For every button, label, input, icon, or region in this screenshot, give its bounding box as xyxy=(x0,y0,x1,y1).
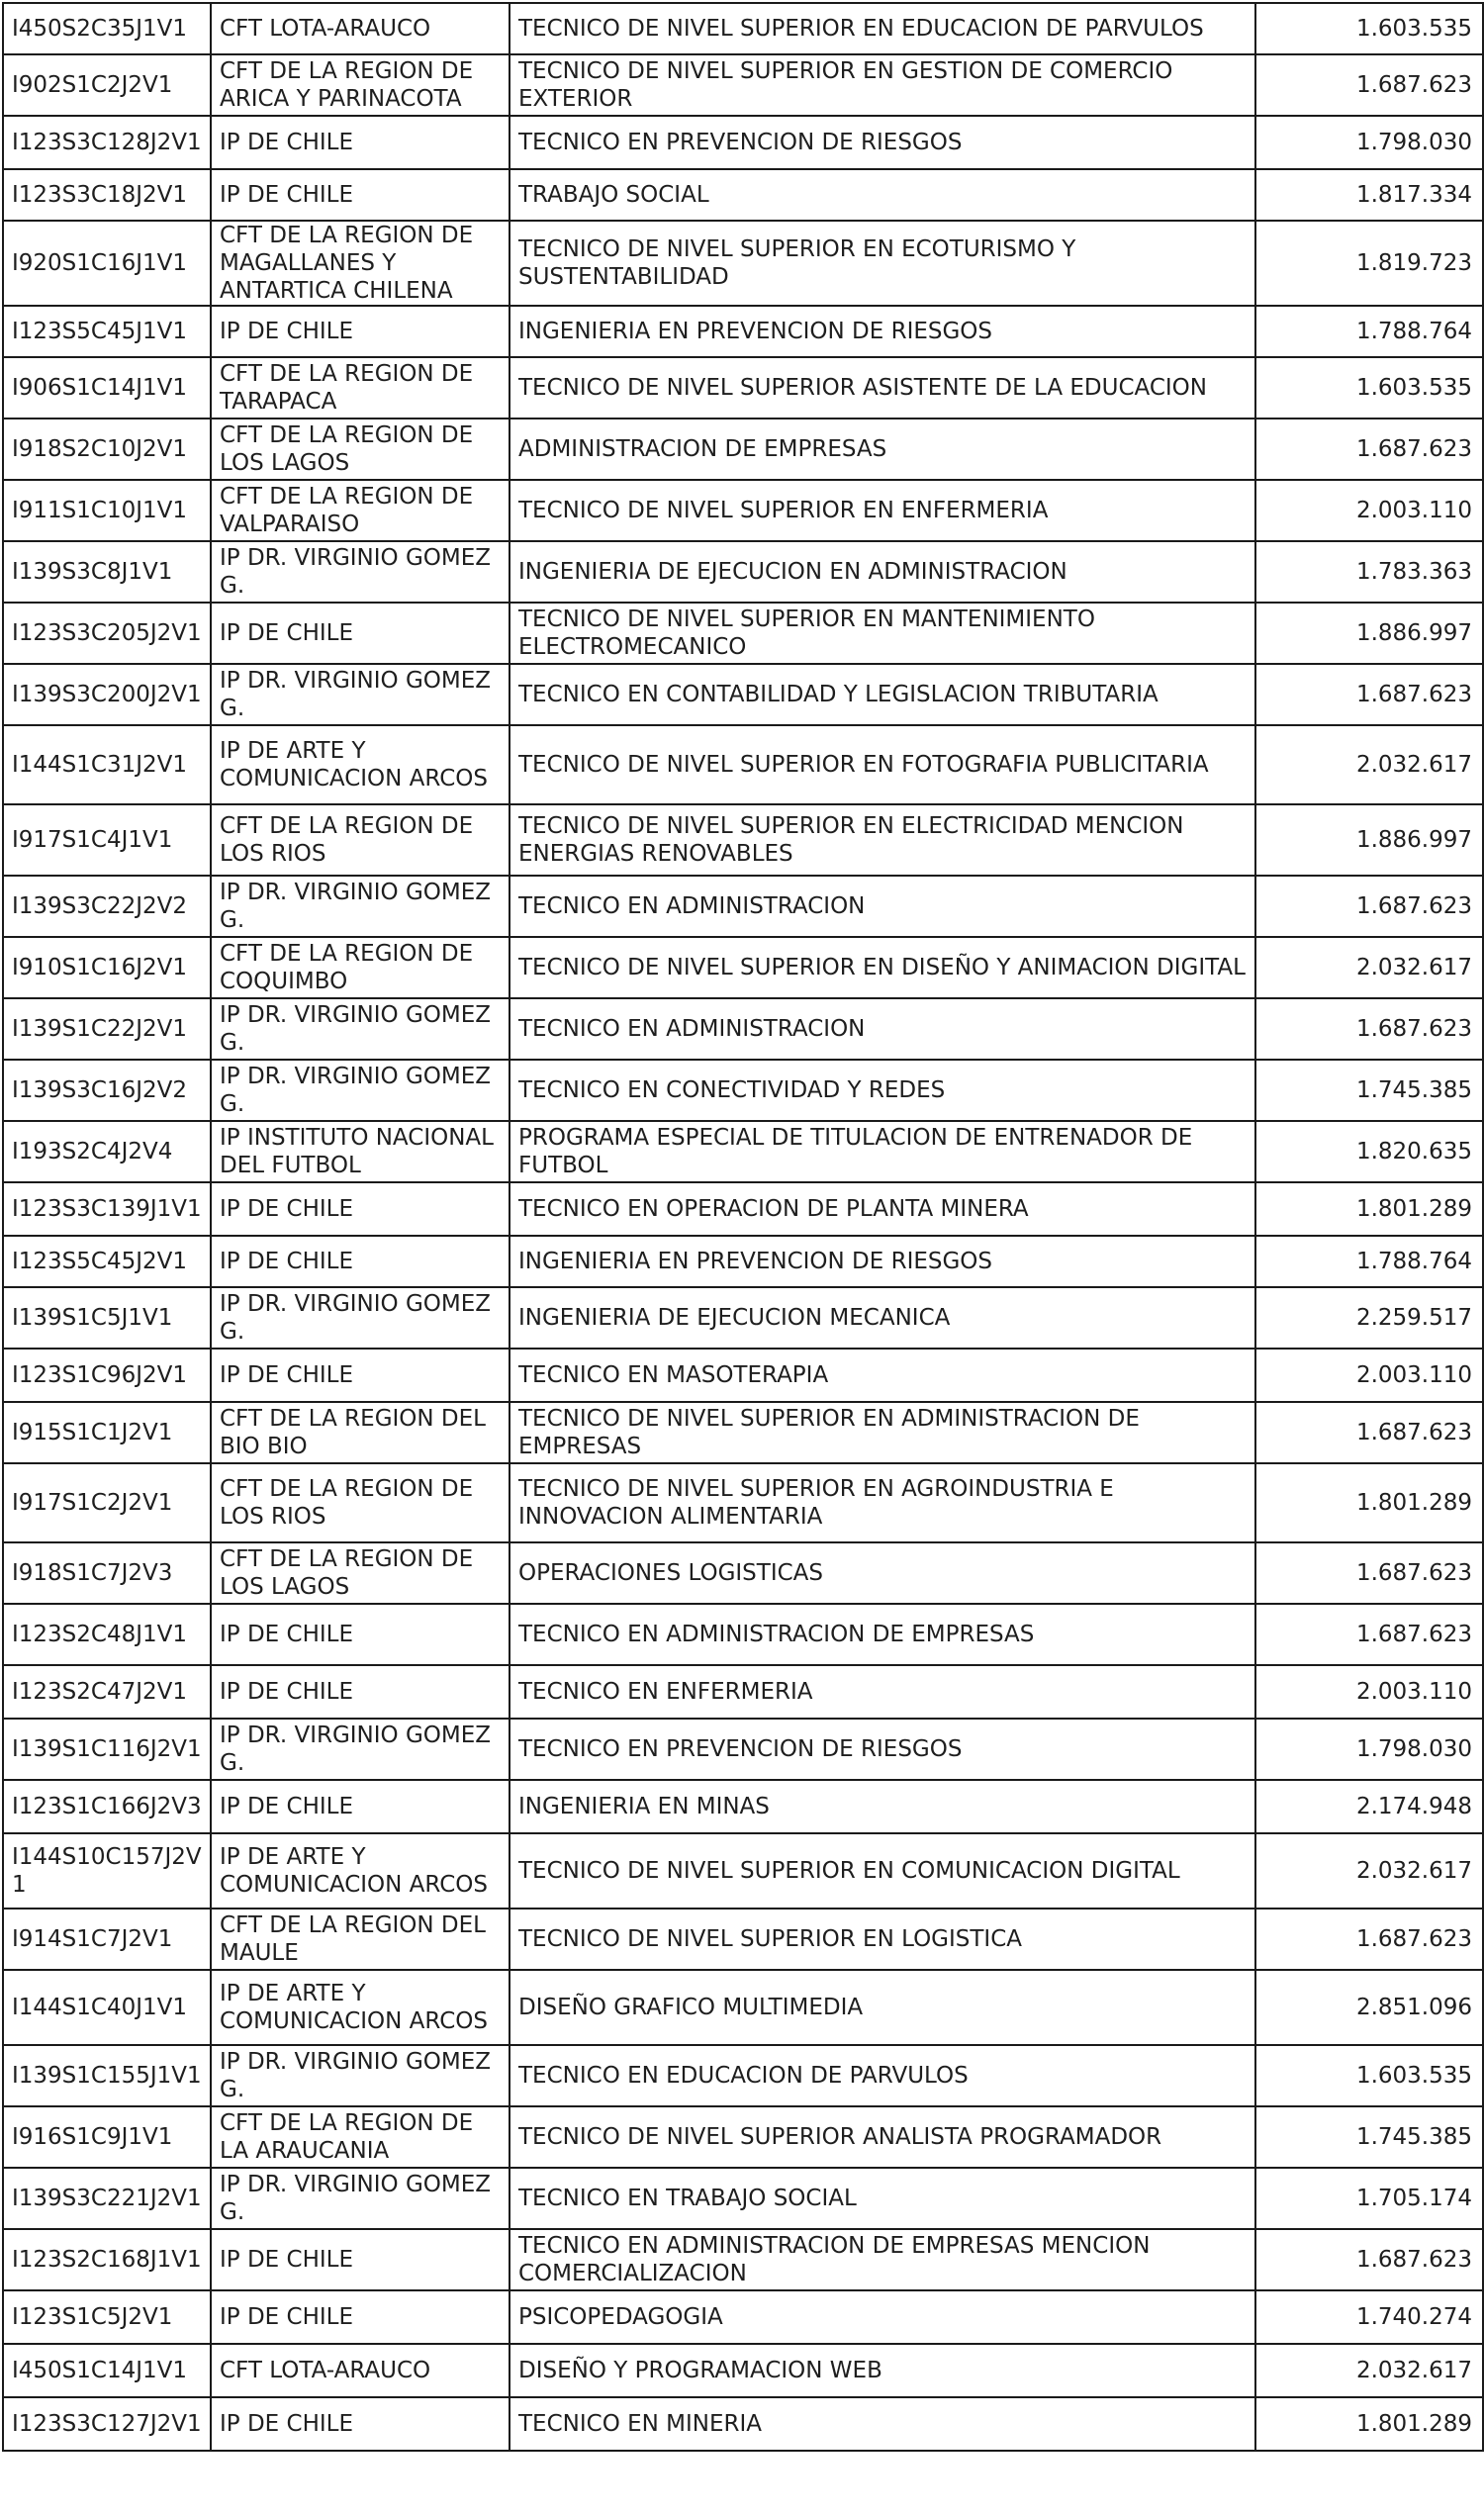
program-code-cell: I914S1C7J2V1 xyxy=(3,1909,211,1970)
program-name-cell: TECNICO EN MINERIA xyxy=(510,2397,1255,2451)
institution-cell: IP DR. VIRGINIO GOMEZ G. xyxy=(211,2168,510,2229)
amount-cell: 1.687.623 xyxy=(1255,998,1483,1060)
amount-cell: 1.603.535 xyxy=(1255,3,1483,54)
institution-cell: CFT DE LA REGION DE MAGALLANES Y ANTARTICA CHILENA xyxy=(211,221,510,306)
institution-cell: IP DR. VIRGINIO GOMEZ G. xyxy=(211,1060,510,1121)
program-code-cell: I123S1C5J2V1 xyxy=(3,2290,211,2344)
amount-cell: 1.801.289 xyxy=(1255,2397,1483,2451)
program-code-cell: I123S1C96J2V1 xyxy=(3,1349,211,1402)
institution-cell: IP DR. VIRGINIO GOMEZ G. xyxy=(211,541,510,603)
program-name-cell: TECNICO EN ADMINISTRACION DE EMPRESAS MENCION COMERCIALIZACION xyxy=(510,2229,1255,2290)
amount-cell: 2.032.617 xyxy=(1255,1833,1483,1909)
table-row xyxy=(3,1060,1483,1121)
program-name-cell: TECNICO EN ADMINISTRACION xyxy=(510,876,1255,937)
amount-cell: 1.798.030 xyxy=(1255,1719,1483,1780)
amount-cell: 1.687.623 xyxy=(1255,876,1483,937)
table-row xyxy=(3,1463,1483,1542)
institution-cell: IP DE CHILE xyxy=(211,306,510,357)
program-code-cell: I139S3C221J2V1 xyxy=(3,2168,211,2229)
institution-cell: IP DE CHILE xyxy=(211,1349,510,1402)
table-row xyxy=(3,116,1483,169)
amount-cell: 2.174.948 xyxy=(1255,1780,1483,1833)
program-name-cell: TECNICO DE NIVEL SUPERIOR EN FOTOGRAFIA PUBLICITARIA xyxy=(510,725,1255,804)
program-code-cell: I139S1C5J1V1 xyxy=(3,1287,211,1349)
program-name-cell: TECNICO DE NIVEL SUPERIOR EN DISEÑO Y ANIMACION DIGITAL xyxy=(510,937,1255,998)
institution-cell: IP DR. VIRGINIO GOMEZ G. xyxy=(211,2045,510,2106)
table-row xyxy=(3,2168,1483,2229)
amount-cell: 1.687.623 xyxy=(1255,1402,1483,1463)
table-row xyxy=(3,1287,1483,1349)
institution-cell: IP DR. VIRGINIO GOMEZ G. xyxy=(211,876,510,937)
program-name-cell: TECNICO DE NIVEL SUPERIOR EN COMUNICACION DIGITAL xyxy=(510,1833,1255,1909)
program-name-cell: TECNICO DE NIVEL SUPERIOR ANALISTA PROGRAMADOR xyxy=(510,2106,1255,2168)
program-code-cell: I139S3C200J2V1 xyxy=(3,664,211,725)
program-fees-table xyxy=(2,2,1484,2452)
amount-cell: 2.259.517 xyxy=(1255,1287,1483,1349)
institution-cell: IP DR. VIRGINIO GOMEZ G. xyxy=(211,1719,510,1780)
program-name-cell: TECNICO DE NIVEL SUPERIOR EN AGROINDUSTRIA E INNOVACION ALIMENTARIA xyxy=(510,1463,1255,1542)
program-name-cell: TECNICO DE NIVEL SUPERIOR EN ECOTURISMO Y SUSTENTABILIDAD xyxy=(510,221,1255,306)
institution-cell: IP DE CHILE xyxy=(211,169,510,221)
table-row xyxy=(3,1665,1483,1719)
program-name-cell: TECNICO DE NIVEL SUPERIOR EN ELECTRICIDAD MENCION ENERGIAS RENOVABLES xyxy=(510,804,1255,876)
amount-cell: 1.820.635 xyxy=(1255,1121,1483,1182)
amount-cell: 1.687.623 xyxy=(1255,2229,1483,2290)
amount-cell: 2.032.617 xyxy=(1255,2344,1483,2397)
table-body xyxy=(3,3,1483,2451)
institution-cell: IP DR. VIRGINIO GOMEZ G. xyxy=(211,998,510,1060)
table-row xyxy=(3,1719,1483,1780)
program-name-cell: OPERACIONES LOGISTICAS xyxy=(510,1542,1255,1604)
institution-cell: CFT DE LA REGION DE LOS LAGOS xyxy=(211,1542,510,1604)
program-code-cell: I123S5C45J1V1 xyxy=(3,306,211,357)
amount-cell: 1.886.997 xyxy=(1255,603,1483,664)
program-name-cell: INGENIERIA DE EJECUCION MECANICA xyxy=(510,1287,1255,1349)
institution-cell: CFT DE LA REGION DE LA ARAUCANIA xyxy=(211,2106,510,2168)
table-row xyxy=(3,603,1483,664)
program-code-cell: I916S1C9J1V1 xyxy=(3,2106,211,2168)
amount-cell: 2.032.617 xyxy=(1255,937,1483,998)
table-row xyxy=(3,998,1483,1060)
amount-cell: 2.003.110 xyxy=(1255,480,1483,541)
table-row xyxy=(3,221,1483,306)
program-name-cell: TECNICO DE NIVEL SUPERIOR ASISTENTE DE LA EDUCACION xyxy=(510,357,1255,419)
program-code-cell: I123S3C18J2V1 xyxy=(3,169,211,221)
table-row xyxy=(3,937,1483,998)
institution-cell: IP DE CHILE xyxy=(211,2290,510,2344)
institution-cell: CFT DE LA REGION DE LOS RIOS xyxy=(211,1463,510,1542)
program-code-cell: I144S10C157J2V1 xyxy=(3,1833,211,1909)
program-code-cell: I123S1C166J2V3 xyxy=(3,1780,211,1833)
program-name-cell: PSICOPEDAGOGIA xyxy=(510,2290,1255,2344)
program-code-cell: I918S2C10J2V1 xyxy=(3,419,211,480)
amount-cell: 1.886.997 xyxy=(1255,804,1483,876)
program-name-cell: PROGRAMA ESPECIAL DE TITULACION DE ENTRENADOR DE FUTBOL xyxy=(510,1121,1255,1182)
program-name-cell: INGENIERIA EN PREVENCION DE RIESGOS xyxy=(510,306,1255,357)
program-name-cell: TECNICO EN ENFERMERIA xyxy=(510,1665,1255,1719)
institution-cell: IP DE CHILE xyxy=(211,2229,510,2290)
program-name-cell: INGENIERIA EN MINAS xyxy=(510,1780,1255,1833)
program-code-cell: I917S1C4J1V1 xyxy=(3,804,211,876)
institution-cell: IP DE CHILE xyxy=(211,1665,510,1719)
institution-cell: CFT LOTA-ARAUCO xyxy=(211,2344,510,2397)
program-name-cell: TECNICO EN CONTABILIDAD Y LEGISLACION TRIBUTARIA xyxy=(510,664,1255,725)
program-name-cell: ADMINISTRACION DE EMPRESAS xyxy=(510,419,1255,480)
program-name-cell: TECNICO DE NIVEL SUPERIOR EN EDUCACION DE PARVULOS xyxy=(510,3,1255,54)
table-row xyxy=(3,1542,1483,1604)
program-code-cell: I915S1C1J2V1 xyxy=(3,1402,211,1463)
program-name-cell: TECNICO DE NIVEL SUPERIOR EN GESTION DE COMERCIO EXTERIOR xyxy=(510,54,1255,116)
program-code-cell: I920S1C16J1V1 xyxy=(3,221,211,306)
amount-cell: 1.745.385 xyxy=(1255,2106,1483,2168)
table-row xyxy=(3,2229,1483,2290)
amount-cell: 1.819.723 xyxy=(1255,221,1483,306)
program-name-cell: INGENIERIA EN PREVENCION DE RIESGOS xyxy=(510,1236,1255,1287)
amount-cell: 2.003.110 xyxy=(1255,1349,1483,1402)
table-row xyxy=(3,1121,1483,1182)
table-row xyxy=(3,2344,1483,2397)
table-row xyxy=(3,1780,1483,1833)
program-name-cell: TECNICO EN OPERACION DE PLANTA MINERA xyxy=(510,1182,1255,1236)
amount-cell: 1.817.334 xyxy=(1255,169,1483,221)
institution-cell: CFT DE LA REGION DE VALPARAISO xyxy=(211,480,510,541)
program-name-cell: TRABAJO SOCIAL xyxy=(510,169,1255,221)
program-name-cell: TECNICO EN EDUCACION DE PARVULOS xyxy=(510,2045,1255,2106)
table-row xyxy=(3,1909,1483,1970)
institution-cell: IP DE CHILE xyxy=(211,1780,510,1833)
program-code-cell: I123S3C205J2V1 xyxy=(3,603,211,664)
amount-cell: 1.798.030 xyxy=(1255,116,1483,169)
amount-cell: 1.705.174 xyxy=(1255,2168,1483,2229)
amount-cell: 1.801.289 xyxy=(1255,1182,1483,1236)
program-code-cell: I917S1C2J2V1 xyxy=(3,1463,211,1542)
table-row xyxy=(3,357,1483,419)
amount-cell: 1.801.289 xyxy=(1255,1463,1483,1542)
amount-cell: 1.783.363 xyxy=(1255,541,1483,603)
program-name-cell: TECNICO EN PREVENCION DE RIESGOS xyxy=(510,1719,1255,1780)
program-code-cell: I139S3C16J2V2 xyxy=(3,1060,211,1121)
table-row xyxy=(3,2045,1483,2106)
institution-cell: CFT DE LA REGION DE LOS RIOS xyxy=(211,804,510,876)
program-name-cell: TECNICO EN ADMINISTRACION DE EMPRESAS xyxy=(510,1604,1255,1665)
amount-cell: 1.687.623 xyxy=(1255,1604,1483,1665)
program-code-cell: I139S1C155J1V1 xyxy=(3,2045,211,2106)
table-row xyxy=(3,1833,1483,1909)
program-code-cell: I911S1C10J1V1 xyxy=(3,480,211,541)
program-code-cell: I139S3C8J1V1 xyxy=(3,541,211,603)
table-row xyxy=(3,2106,1483,2168)
program-code-cell: I123S2C48J1V1 xyxy=(3,1604,211,1665)
institution-cell: IP DR. VIRGINIO GOMEZ G. xyxy=(211,664,510,725)
table-row xyxy=(3,876,1483,937)
table-row xyxy=(3,1236,1483,1287)
program-code-cell: I902S1C2J2V1 xyxy=(3,54,211,116)
institution-cell: CFT LOTA-ARAUCO xyxy=(211,3,510,54)
program-name-cell: TECNICO EN CONECTIVIDAD Y REDES xyxy=(510,1060,1255,1121)
program-name-cell: DISEÑO Y PROGRAMACION WEB xyxy=(510,2344,1255,2397)
program-code-cell: I144S1C40J1V1 xyxy=(3,1970,211,2045)
institution-cell: IP DE CHILE xyxy=(211,1236,510,1287)
table-row xyxy=(3,1349,1483,1402)
institution-cell: CFT DE LA REGION DE TARAPACA xyxy=(211,357,510,419)
amount-cell: 1.603.535 xyxy=(1255,2045,1483,2106)
program-code-cell: I918S1C7J2V3 xyxy=(3,1542,211,1604)
institution-cell: CFT DE LA REGION DE ARICA Y PARINACOTA xyxy=(211,54,510,116)
table-row xyxy=(3,3,1483,54)
table-row xyxy=(3,480,1483,541)
institution-cell: IP DE CHILE xyxy=(211,1182,510,1236)
table-row xyxy=(3,664,1483,725)
table-row xyxy=(3,725,1483,804)
amount-cell: 1.687.623 xyxy=(1255,664,1483,725)
program-name-cell: TECNICO EN PREVENCION DE RIESGOS xyxy=(510,116,1255,169)
amount-cell: 1.788.764 xyxy=(1255,306,1483,357)
program-name-cell: TECNICO DE NIVEL SUPERIOR EN ADMINISTRACION DE EMPRESAS xyxy=(510,1402,1255,1463)
program-code-cell: I123S3C139J1V1 xyxy=(3,1182,211,1236)
table-row xyxy=(3,2397,1483,2451)
program-code-cell: I139S1C116J2V1 xyxy=(3,1719,211,1780)
amount-cell: 2.851.096 xyxy=(1255,1970,1483,2045)
institution-cell: IP DE CHILE xyxy=(211,603,510,664)
table-row xyxy=(3,1604,1483,1665)
program-code-cell: I139S3C22J2V2 xyxy=(3,876,211,937)
institution-cell: IP DE CHILE xyxy=(211,1604,510,1665)
program-name-cell: TECNICO EN TRABAJO SOCIAL xyxy=(510,2168,1255,2229)
amount-cell: 2.032.617 xyxy=(1255,725,1483,804)
institution-cell: IP DE ARTE Y COMUNICACION ARCOS xyxy=(211,725,510,804)
institution-cell: IP INSTITUTO NACIONAL DEL FUTBOL xyxy=(211,1121,510,1182)
program-code-cell: I450S2C35J1V1 xyxy=(3,3,211,54)
program-code-cell: I123S3C127J2V1 xyxy=(3,2397,211,2451)
institution-cell: IP DE CHILE xyxy=(211,2397,510,2451)
program-name-cell: DISEÑO GRAFICO MULTIMEDIA xyxy=(510,1970,1255,2045)
amount-cell: 1.687.623 xyxy=(1255,419,1483,480)
program-name-cell: TECNICO DE NIVEL SUPERIOR EN MANTENIMIENTO ELECTROMECANICO xyxy=(510,603,1255,664)
program-code-cell: I906S1C14J1V1 xyxy=(3,357,211,419)
program-code-cell: I910S1C16J2V1 xyxy=(3,937,211,998)
institution-cell: IP DR. VIRGINIO GOMEZ G. xyxy=(211,1287,510,1349)
program-code-cell: I139S1C22J2V1 xyxy=(3,998,211,1060)
institution-cell: CFT DE LA REGION DE LOS LAGOS xyxy=(211,419,510,480)
amount-cell: 1.687.623 xyxy=(1255,1542,1483,1604)
program-code-cell: I123S5C45J2V1 xyxy=(3,1236,211,1287)
program-name-cell: TECNICO DE NIVEL SUPERIOR EN LOGISTICA xyxy=(510,1909,1255,1970)
program-code-cell: I123S2C47J2V1 xyxy=(3,1665,211,1719)
amount-cell: 2.003.110 xyxy=(1255,1665,1483,1719)
institution-cell: IP DE ARTE Y COMUNICACION ARCOS xyxy=(211,1833,510,1909)
program-name-cell: INGENIERIA DE EJECUCION EN ADMINISTRACION xyxy=(510,541,1255,603)
table-row xyxy=(3,541,1483,603)
institution-cell: IP DE ARTE Y COMUNICACION ARCOS xyxy=(211,1970,510,2045)
amount-cell: 1.603.535 xyxy=(1255,357,1483,419)
program-code-cell: I123S2C168J1V1 xyxy=(3,2229,211,2290)
table-row xyxy=(3,1402,1483,1463)
institution-cell: CFT DE LA REGION DE COQUIMBO xyxy=(211,937,510,998)
table-row xyxy=(3,2290,1483,2344)
institution-cell: CFT DE LA REGION DEL MAULE xyxy=(211,1909,510,1970)
program-name-cell: TECNICO EN ADMINISTRACION xyxy=(510,998,1255,1060)
table-row xyxy=(3,1182,1483,1236)
amount-cell: 1.687.623 xyxy=(1255,1909,1483,1970)
table-row xyxy=(3,54,1483,116)
amount-cell: 1.788.764 xyxy=(1255,1236,1483,1287)
table-row xyxy=(3,419,1483,480)
program-code-cell: I450S1C14J1V1 xyxy=(3,2344,211,2397)
amount-cell: 1.745.385 xyxy=(1255,1060,1483,1121)
amount-cell: 1.740.274 xyxy=(1255,2290,1483,2344)
program-code-cell: I193S2C4J2V4 xyxy=(3,1121,211,1182)
table-row xyxy=(3,306,1483,357)
program-code-cell: I123S3C128J2V1 xyxy=(3,116,211,169)
program-code-cell: I144S1C31J2V1 xyxy=(3,725,211,804)
table-row xyxy=(3,1970,1483,2045)
institution-cell: CFT DE LA REGION DEL BIO BIO xyxy=(211,1402,510,1463)
program-name-cell: TECNICO DE NIVEL SUPERIOR EN ENFERMERIA xyxy=(510,480,1255,541)
program-name-cell: TECNICO EN MASOTERAPIA xyxy=(510,1349,1255,1402)
table-row xyxy=(3,169,1483,221)
table-row xyxy=(3,804,1483,876)
institution-cell: IP DE CHILE xyxy=(211,116,510,169)
amount-cell: 1.687.623 xyxy=(1255,54,1483,116)
